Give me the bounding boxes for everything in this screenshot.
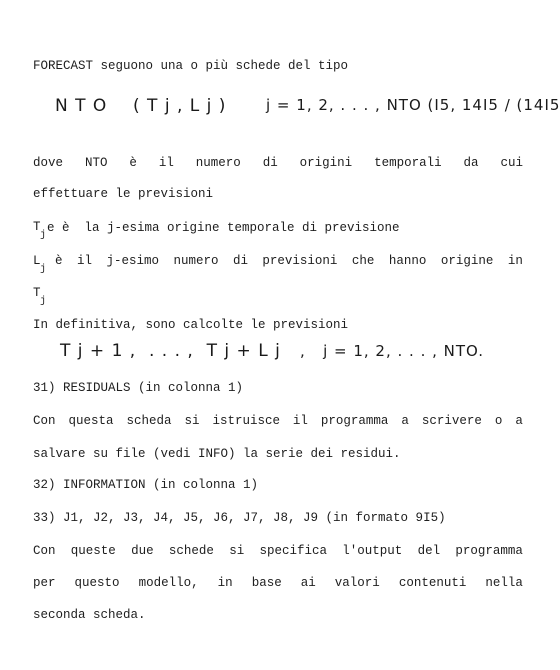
formula-index-range: j = 1, 2, . . . , NTO (I5, 14I5 / (14I5 [266, 96, 560, 114]
item-31-residuals: 31) RESIDUALS (in colonna 1) [33, 381, 244, 395]
intro-line: FORECAST seguono una o più schede del tipo [33, 59, 349, 73]
info-line-3: seconda scheda. [33, 608, 146, 622]
tj-alone-subscript: j [40, 296, 47, 307]
dove-line-2: effettuare le previsioni [33, 187, 214, 201]
dove-word: è [129, 156, 137, 170]
lj-subscript: j [40, 264, 47, 275]
dove-word: il [158, 156, 174, 170]
residuals-word: programma [320, 414, 389, 428]
info1-word: specifica [259, 544, 327, 558]
residuals-word: questa [68, 414, 114, 428]
info1-word: queste [70, 544, 116, 558]
dove-word: da [463, 156, 479, 170]
lj-word: in [507, 254, 523, 268]
residuals-word: il [292, 414, 308, 428]
formula-index-range-2: , j = 1, 2, . . . , NTO. [300, 342, 484, 360]
lj-word: è [55, 254, 63, 268]
info2-word: base [251, 576, 282, 590]
info2-word: in [217, 576, 233, 590]
info2-word: contenuti [398, 576, 467, 590]
tj-alone-symbol: T [33, 286, 41, 300]
residuals-line-1 [33, 413, 523, 429]
tj-symbol: T [33, 220, 41, 234]
lj-word: di [232, 254, 248, 268]
residuals-word: Con [33, 414, 56, 428]
dove-word: di [262, 156, 278, 170]
info2-word: questo [74, 576, 120, 590]
lj-word: hanno [388, 254, 427, 268]
formula-tj-lj-pair: ( T j , L j ) [133, 96, 227, 116]
tj-subscript: j [40, 230, 47, 241]
residuals-word: a [401, 414, 409, 428]
info1-word: del [417, 544, 441, 558]
lj-symbol: L [33, 254, 41, 268]
info2-word: nella [485, 576, 523, 590]
residuals-word: scheda [126, 414, 172, 428]
info2-word: per [33, 576, 56, 590]
formula-nto: N T O [55, 96, 108, 116]
item-32-information: 32) INFORMATION (in colonna 1) [33, 478, 259, 492]
formula-prevision-range: T j + 1 , . . . , T j + L j [60, 341, 281, 361]
info-line-1 [33, 543, 523, 559]
residuals-line-2: salvare su file (vedi INFO) la serie dei residui. [33, 447, 401, 461]
residuals-word: scrivere [421, 414, 482, 428]
residuals-word: a [515, 414, 523, 428]
tj-description: e è la j-esima origine temporale di previsione [47, 221, 400, 235]
dove-word: cui [500, 156, 523, 170]
info1-word: Con [33, 544, 56, 558]
dove-word: dove [33, 156, 64, 170]
dove-line [33, 155, 523, 171]
info2-word: valori [334, 576, 380, 590]
lj-description [55, 253, 523, 269]
item-33-parameters: 33) J1, J2, J3, J4, J5, J6, J7, J8, J9 (in formato 9I5) [33, 511, 446, 525]
lj-word: il [76, 254, 92, 268]
lj-word: che [351, 254, 375, 268]
dove-word: NTO [84, 156, 108, 170]
lj-word: origine [440, 254, 494, 268]
lj-word: numero [173, 254, 219, 268]
dove-word: temporali [374, 156, 442, 170]
info1-word: l'output [342, 544, 403, 558]
info1-word: si [229, 544, 245, 558]
definitiva-line: In definitiva, sono calcolte le previsioni [33, 318, 349, 332]
residuals-word: istruisce [212, 414, 280, 428]
info1-word: schede [168, 544, 214, 558]
residuals-word: si [184, 414, 200, 428]
dove-word: origini [299, 156, 353, 170]
info2-word: modello, [138, 576, 199, 590]
dove-word: numero [195, 156, 241, 170]
lj-word: j-esimo [106, 254, 159, 268]
info2-word: ai [300, 576, 316, 590]
info1-word: due [131, 544, 154, 558]
residuals-word: o [494, 414, 503, 428]
info1-word: programma [455, 544, 523, 558]
lj-word: previsioni [262, 254, 338, 268]
info-line-2 [33, 575, 523, 591]
